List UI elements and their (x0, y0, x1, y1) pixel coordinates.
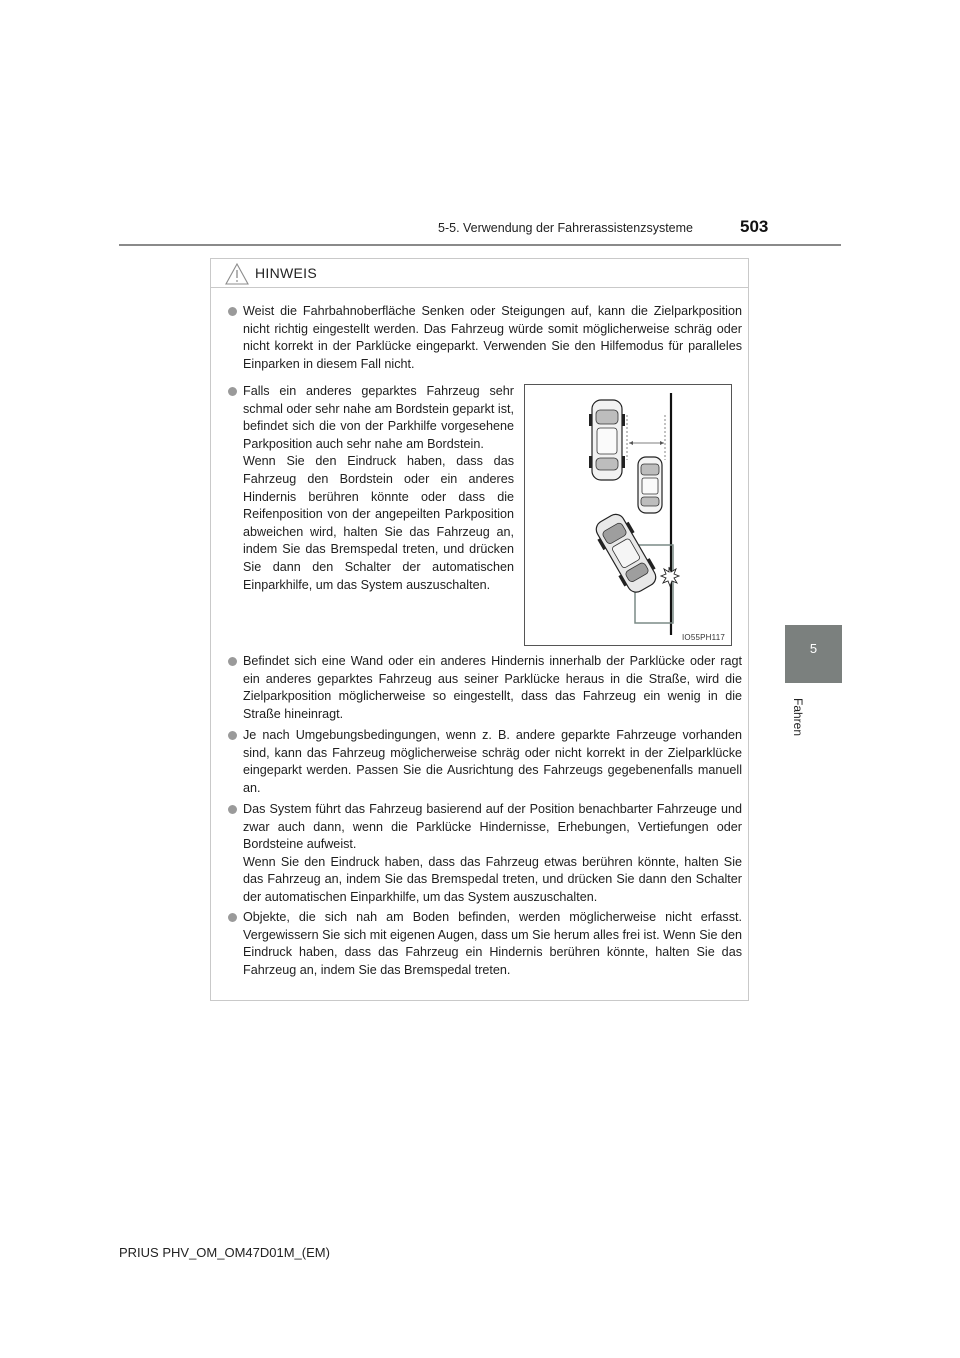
bullet-icon (228, 307, 237, 316)
notice-item (228, 801, 742, 907)
notice-item (228, 303, 742, 373)
document-id: PRIUS PHV_OM_OM47D01M_(EM) (119, 1245, 330, 1260)
notice-item (228, 727, 742, 797)
warning-triangle-icon (225, 263, 249, 285)
notice-title: HINWEIS (255, 265, 317, 281)
chapter-label: Fahren (791, 697, 805, 737)
bullet-icon (228, 731, 237, 740)
running-header-section: 5-5. Verwendung der Fahrerassistenzsysteme (438, 221, 693, 235)
maneuvering-car (590, 510, 661, 597)
chapter-tab (785, 625, 842, 683)
bullet-icon (228, 387, 237, 396)
notice-item-text: Objekte, die sich nah am Boden befinden, werden möglicherweise nicht erfasst. Vergewissern Sie sich mit eigenen Augen, dass um Sie herum alles frei ist. Wenn Sie den Eindruck haben, dass das Fahrzeug ein Hindernis berühren könnte, halten Sie das Fahrzeug an, indem Sie das Bremspedal treten. (243, 910, 742, 977)
bullet-icon (228, 805, 237, 814)
notice-item (228, 383, 514, 594)
notice-item-text: Je nach Umgebungsbedingungen, wenn z. B. andere geparkte Fahrzeuge vorhanden sind, kann das Fahrzeug möglicherweise schräg oder nicht korrekt in der Zielparklücke eingeparkt werden. Passen Sie die Ausrichtung des Fahrzeugs gegebenenfalls manuell an. (243, 728, 742, 795)
parked-car-large (589, 400, 625, 480)
notice-item-text: Falls ein anderes geparktes Fahrzeug sehr schmal oder sehr nahe am Bordstein geparkt ist, befindet sich die von der Parkhilfe vorgesehene Parkposition auch sehr nahe am Bordstein. Wenn Sie den Eindruck haben, dass das Fahrzeug den Bordstein oder ein anderes Hindernis berühren könnte oder dass die Reifenposition von der angepeilten Parkposition abweichen wird, halten Sie das Fahrzeug an, indem Sie das Bremspedal treten, und drücken Sie dann den Schalter der automatischen Einparkhilfe, um das System auszuschalten. (243, 384, 514, 592)
bullet-icon (228, 657, 237, 666)
notice-item (228, 909, 742, 979)
chapter-label-container (788, 690, 805, 750)
notice-item (228, 653, 742, 723)
collision-star-icon (661, 567, 679, 586)
parked-car-narrow (638, 457, 662, 513)
header-rule (119, 244, 841, 246)
bullet-icon (228, 913, 237, 922)
notice-item-text: Befindet sich eine Wand oder ein anderes Hindernis innerhalb der Parklücke oder ragt ein anderes geparktes Fahrzeug aus seiner Parklücke heraus in die Straße, wird die Zielparkposition möglicherweise so eingestellt, dass das Fahrzeug ein wenig in die Straße hineinragt. (243, 654, 742, 721)
parking-diagram (525, 385, 731, 645)
notice-header (211, 259, 748, 288)
notice-item-text: Weist die Fahrbahnoberfläche Senken oder Steigungen auf, kann die Zielparkposition nicht richtig eingestellt werden. Das Fahrzeug würde somit möglicherweise schräg oder nicht korrekt in der Parklücke eingeparkt. Verwenden Sie den Hilfemodus für paralleles Einparken in diesem Fall nicht. (243, 304, 742, 371)
page-number: 503 (740, 217, 769, 236)
parking-illustration (524, 384, 732, 646)
notice-item-text: Das System führt das Fahrzeug basierend auf der Position benachbarter Fahrzeuge und zwar auch dann, wenn die Parklücke Hindernisse, Erhebungen, Vertiefungen oder Bordsteine aufweist. Wenn Sie den Eindruck haben, dass das Fahrzeug etwas berühren könnte, halten Sie das Fahrzeug an, indem Sie das Bremspedal treten, und drücken Sie dann den Schalter der automatischen Einparkhilfe, um das System auszuschalten. (243, 802, 742, 904)
figure-code: IO55PH117 (681, 633, 725, 642)
chapter-number: 5 (809, 641, 818, 656)
